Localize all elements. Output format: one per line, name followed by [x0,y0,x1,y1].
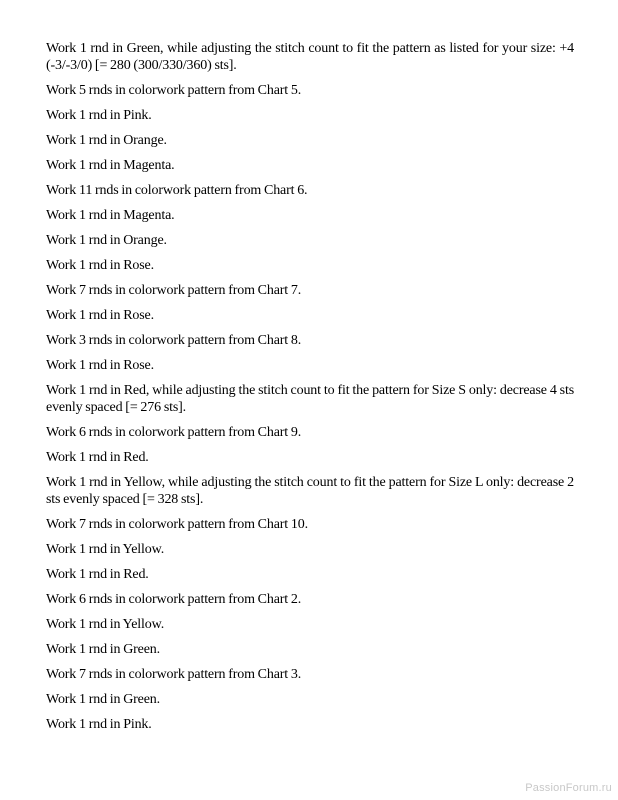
paragraph-3: Work 1 rnd in Pink. [46,108,152,123]
paragraph-25: Work 1 rnd in Green. [46,692,161,707]
paragraph-26: Work 1 rnd in Pink. [46,717,152,732]
paragraph-4: Work 1 rnd in Orange. [46,133,167,148]
paragraph-16: Work 1 rnd in Red. [46,450,149,465]
paragraph-18: Work 7 rnds in colorwork pattern from Chart 10. [46,517,308,532]
paragraph-6: Work 11 rnds in colorwork pattern from Chart 6. [46,183,308,198]
paragraph-8: Work 1 rnd in Orange. [46,233,167,248]
paragraph-11: Work 1 rnd in Rose. [46,308,154,323]
paragraph-19: Work 1 rnd in Yellow. [46,542,165,557]
paragraph-13: Work 1 rnd in Rose. [46,358,154,373]
document-body [46,40,574,741]
paragraph-21: Work 6 rnds in colorwork pattern from Chart 2. [46,592,302,607]
paragraph-10: Work 7 rnds in colorwork pattern from Chart 7. [46,283,302,298]
paragraph-22: Work 1 rnd in Yellow. [46,617,165,632]
paragraph-9: Work 1 rnd in Rose. [46,258,154,273]
paragraph-12: Work 3 rnds in colorwork pattern from Chart 8. [46,333,302,348]
watermark: PassionForum.ru [525,782,612,794]
paragraph-23: Work 1 rnd in Green. [46,642,161,657]
paragraph-24: Work 7 rnds in colorwork pattern from Chart 3. [46,667,302,682]
paragraph-5: Work 1 rnd in Magenta. [46,158,175,173]
paragraph-1: Work 1 rnd in Green, while adjusting the stitch count to fit the pattern as listed for your size: +4 (-3/-3/0) [= 280 (300/330/360) sts]. [46,41,574,73]
paragraph-20: Work 1 rnd in Red. [46,567,149,582]
paragraph-17: Work 1 rnd in Yellow, while adjusting the stitch count to fit the pattern for Size L only: decrease 2 sts evenly spaced [= 328 sts]. [46,475,574,507]
paragraph-2: Work 5 rnds in colorwork pattern from Chart 5. [46,83,302,98]
paragraph-15: Work 6 rnds in colorwork pattern from Chart 9. [46,425,302,440]
paragraph-7: Work 1 rnd in Magenta. [46,208,175,223]
paragraph-14: Work 1 rnd in Red, while adjusting the stitch count to fit the pattern for Size S only: decrease 4 sts evenly spaced [= 276 sts]. [46,383,574,415]
